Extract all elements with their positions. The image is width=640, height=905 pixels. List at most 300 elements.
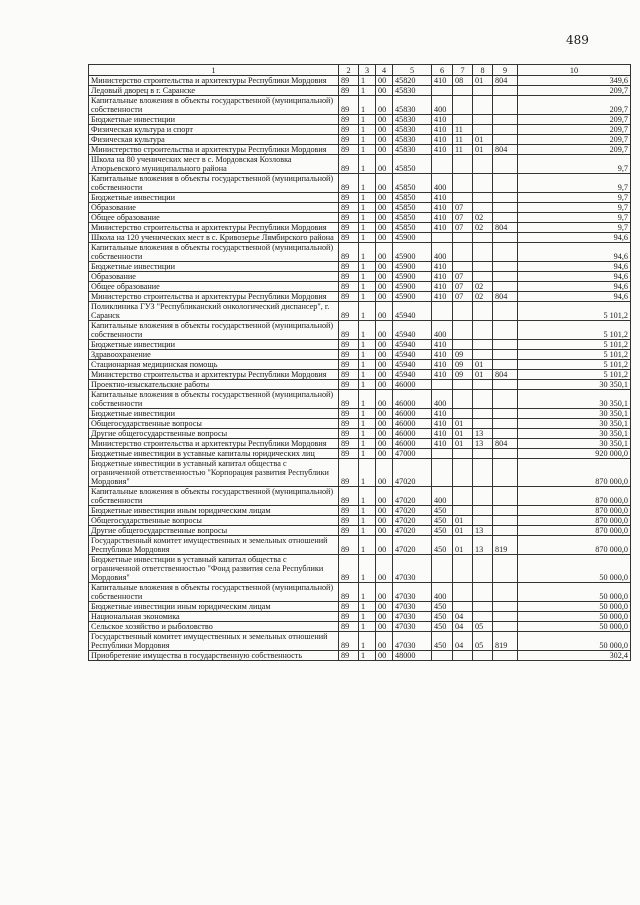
page-number: 489: [566, 33, 589, 47]
code-cell: 400: [432, 243, 453, 262]
code-cell: 00: [376, 115, 393, 125]
code-cell: 00: [376, 145, 393, 155]
code-cell: 89: [339, 449, 359, 459]
code-cell: 01: [473, 135, 493, 145]
code-cell: 1: [359, 340, 376, 350]
code-cell: [453, 302, 473, 321]
code-cell: 45830: [393, 96, 432, 115]
code-cell: 89: [339, 429, 359, 439]
code-cell: [493, 321, 518, 340]
code-cell: 1: [359, 409, 376, 419]
header-cell: 8: [473, 65, 493, 76]
code-cell: 89: [339, 302, 359, 321]
code-cell: [493, 526, 518, 536]
code-cell: [473, 272, 493, 282]
amount-cell: 9,7: [518, 155, 631, 174]
row-name: Капитальные вложения в объекты государственной (муниципальной) собственности: [89, 321, 339, 340]
code-cell: 13: [473, 536, 493, 555]
code-cell: 450: [432, 506, 453, 516]
code-cell: [432, 302, 453, 321]
code-cell: [453, 583, 473, 602]
code-cell: 09: [453, 360, 473, 370]
code-cell: 00: [376, 262, 393, 272]
code-cell: [473, 419, 493, 429]
table-row: [89, 115, 631, 125]
code-cell: 1: [359, 292, 376, 302]
code-cell: [473, 302, 493, 321]
code-cell: 00: [376, 583, 393, 602]
code-cell: 1: [359, 193, 376, 203]
code-cell: [493, 602, 518, 612]
budget-table: [88, 64, 631, 661]
code-cell: 1: [359, 174, 376, 193]
code-cell: 1: [359, 86, 376, 96]
code-cell: 11: [453, 125, 473, 135]
code-cell: [473, 203, 493, 213]
code-cell: [453, 380, 473, 390]
table-row: [89, 302, 631, 321]
code-cell: 00: [376, 370, 393, 380]
code-cell: [473, 651, 493, 661]
code-cell: [473, 321, 493, 340]
code-cell: 01: [473, 145, 493, 155]
header-cell: 4: [376, 65, 393, 76]
code-cell: 89: [339, 86, 359, 96]
code-cell: [493, 459, 518, 487]
code-cell: 00: [376, 302, 393, 321]
code-cell: 04: [453, 612, 473, 622]
code-cell: 00: [376, 506, 393, 516]
table-row: [89, 449, 631, 459]
code-cell: 02: [473, 213, 493, 223]
code-cell: 46000: [393, 390, 432, 409]
code-cell: 11: [453, 135, 473, 145]
code-cell: [432, 86, 453, 96]
code-cell: 450: [432, 526, 453, 536]
amount-cell: 209,7: [518, 86, 631, 96]
table-row: [89, 390, 631, 409]
code-cell: 00: [376, 602, 393, 612]
code-cell: 410: [432, 193, 453, 203]
code-cell: [432, 459, 453, 487]
table-row: [89, 86, 631, 96]
amount-cell: 94,6: [518, 282, 631, 292]
code-cell: [453, 174, 473, 193]
code-cell: 45820: [393, 76, 432, 86]
code-cell: 00: [376, 96, 393, 115]
amount-cell: 209,7: [518, 135, 631, 145]
table-row: [89, 155, 631, 174]
code-cell: 450: [432, 536, 453, 555]
code-cell: [453, 262, 473, 272]
code-cell: 46000: [393, 409, 432, 419]
header-cell: 9: [493, 65, 518, 76]
row-name: Министерство строительства и архитектуры Республики Мордовия: [89, 76, 339, 86]
code-cell: [453, 602, 473, 612]
code-cell: [473, 243, 493, 262]
code-cell: [493, 409, 518, 419]
table-row: [89, 243, 631, 262]
code-cell: 450: [432, 632, 453, 651]
row-name: Общегосударственные вопросы: [89, 419, 339, 429]
code-cell: 804: [493, 370, 518, 380]
code-cell: 45850: [393, 174, 432, 193]
code-cell: 04: [453, 632, 473, 651]
code-cell: 450: [432, 602, 453, 612]
code-cell: 45830: [393, 135, 432, 145]
code-cell: 1: [359, 243, 376, 262]
code-cell: 1: [359, 439, 376, 449]
code-cell: 1: [359, 360, 376, 370]
table-row: [89, 213, 631, 223]
code-cell: [493, 282, 518, 292]
code-cell: 89: [339, 360, 359, 370]
code-cell: 47030: [393, 622, 432, 632]
code-cell: [493, 243, 518, 262]
code-cell: [493, 86, 518, 96]
amount-cell: 870 000,0: [518, 536, 631, 555]
code-cell: 89: [339, 155, 359, 174]
code-cell: 1: [359, 602, 376, 612]
code-cell: [453, 115, 473, 125]
code-cell: 02: [473, 223, 493, 233]
row-name: Капитальные вложения в объекты государственной (муниципальной) собственности: [89, 243, 339, 262]
code-cell: 89: [339, 555, 359, 583]
code-cell: 45850: [393, 213, 432, 223]
amount-cell: 50 000,0: [518, 622, 631, 632]
amount-cell: 870 000,0: [518, 459, 631, 487]
row-name: Бюджетные инвестиции иным юридическим лицам: [89, 602, 339, 612]
code-cell: [473, 409, 493, 419]
code-cell: [493, 506, 518, 516]
code-cell: 45940: [393, 370, 432, 380]
table-row: [89, 409, 631, 419]
code-cell: [493, 622, 518, 632]
table-row: [89, 487, 631, 506]
amount-cell: 209,7: [518, 125, 631, 135]
code-cell: 00: [376, 380, 393, 390]
code-cell: 1: [359, 302, 376, 321]
row-name: Капитальные вложения в объекты государственной (муниципальной) собственности: [89, 583, 339, 602]
code-cell: [473, 350, 493, 360]
table-row: [89, 651, 631, 661]
code-cell: 450: [432, 622, 453, 632]
amount-cell: 94,6: [518, 243, 631, 262]
code-cell: 400: [432, 96, 453, 115]
code-cell: 46000: [393, 419, 432, 429]
code-cell: 47020: [393, 526, 432, 536]
row-name: Министерство строительства и архитектуры Республики Мордовия: [89, 145, 339, 155]
code-cell: 410: [432, 419, 453, 429]
code-cell: 1: [359, 390, 376, 409]
code-cell: [473, 487, 493, 506]
amount-cell: 50 000,0: [518, 612, 631, 622]
row-name: Бюджетные инвестиции в уставные капиталы юридических лиц: [89, 449, 339, 459]
code-cell: 1: [359, 622, 376, 632]
code-cell: 89: [339, 536, 359, 555]
code-cell: 00: [376, 536, 393, 555]
code-cell: [432, 555, 453, 583]
table-row: [89, 419, 631, 429]
code-cell: 410: [432, 439, 453, 449]
code-cell: [473, 506, 493, 516]
amount-cell: 5 101,2: [518, 321, 631, 340]
code-cell: 1: [359, 506, 376, 516]
code-cell: 09: [453, 350, 473, 360]
code-cell: 1: [359, 419, 376, 429]
code-cell: [453, 155, 473, 174]
code-cell: 89: [339, 516, 359, 526]
code-cell: 11: [453, 145, 473, 155]
code-cell: 00: [376, 526, 393, 536]
code-cell: 00: [376, 449, 393, 459]
code-cell: [493, 203, 518, 213]
code-cell: 410: [432, 135, 453, 145]
amount-cell: 302,4: [518, 651, 631, 661]
code-cell: 01: [453, 439, 473, 449]
code-cell: 1: [359, 536, 376, 555]
table-row: [89, 193, 631, 203]
code-cell: 45850: [393, 193, 432, 203]
code-cell: [473, 193, 493, 203]
table-row: [89, 370, 631, 380]
code-cell: 89: [339, 282, 359, 292]
code-cell: 00: [376, 86, 393, 96]
code-cell: 89: [339, 321, 359, 340]
code-cell: 00: [376, 516, 393, 526]
row-name: Стационарная медицинская помощь: [89, 360, 339, 370]
code-cell: 410: [432, 429, 453, 439]
table-row: [89, 76, 631, 86]
code-cell: 45830: [393, 125, 432, 135]
code-cell: 89: [339, 96, 359, 115]
table-body: [89, 76, 631, 661]
code-cell: 47030: [393, 602, 432, 612]
amount-cell: 209,7: [518, 145, 631, 155]
table-row: [89, 96, 631, 115]
code-cell: [493, 651, 518, 661]
code-cell: [453, 340, 473, 350]
code-cell: [473, 380, 493, 390]
amount-cell: 30 350,1: [518, 439, 631, 449]
code-cell: [453, 449, 473, 459]
code-cell: [453, 390, 473, 409]
code-cell: [473, 262, 493, 272]
header-cell: 3: [359, 65, 376, 76]
code-cell: [493, 555, 518, 583]
code-cell: 1: [359, 380, 376, 390]
table-row: [89, 340, 631, 350]
code-cell: 804: [493, 439, 518, 449]
amount-cell: 30 350,1: [518, 380, 631, 390]
code-cell: 07: [453, 272, 473, 282]
code-cell: [473, 555, 493, 583]
row-name: Капитальные вложения в объекты государственной (муниципальной) собственности: [89, 96, 339, 115]
code-cell: 47020: [393, 536, 432, 555]
amount-cell: 50 000,0: [518, 583, 631, 602]
code-cell: 89: [339, 272, 359, 282]
code-cell: 00: [376, 135, 393, 145]
row-name: Поликлиника ГУЗ "Республиканский онкологический диспансер", г. Саранск: [89, 302, 339, 321]
table-row: [89, 429, 631, 439]
code-cell: [493, 429, 518, 439]
code-cell: 45900: [393, 282, 432, 292]
code-cell: 89: [339, 145, 359, 155]
code-cell: [493, 302, 518, 321]
code-cell: [473, 602, 493, 612]
code-cell: 1: [359, 429, 376, 439]
code-cell: 07: [453, 223, 473, 233]
code-cell: 00: [376, 487, 393, 506]
code-cell: 45850: [393, 155, 432, 174]
code-cell: 47030: [393, 555, 432, 583]
code-cell: 89: [339, 612, 359, 622]
code-cell: [493, 213, 518, 223]
code-cell: 1: [359, 135, 376, 145]
amount-cell: 9,7: [518, 193, 631, 203]
code-cell: 00: [376, 321, 393, 340]
header-cell: 6: [432, 65, 453, 76]
code-cell: 89: [339, 135, 359, 145]
amount-cell: 5 101,2: [518, 340, 631, 350]
code-cell: 48000: [393, 651, 432, 661]
code-cell: 13: [473, 526, 493, 536]
code-cell: [493, 135, 518, 145]
code-cell: 400: [432, 390, 453, 409]
code-cell: 804: [493, 223, 518, 233]
code-cell: 89: [339, 243, 359, 262]
amount-cell: 9,7: [518, 223, 631, 233]
header-cell: 2: [339, 65, 359, 76]
code-cell: 89: [339, 390, 359, 409]
code-cell: 89: [339, 292, 359, 302]
row-name: Государственный комитет имущественных и земельных отношений Республики Мордовия: [89, 536, 339, 555]
table-row: [89, 516, 631, 526]
code-cell: 89: [339, 262, 359, 272]
code-cell: 07: [453, 282, 473, 292]
code-cell: 1: [359, 350, 376, 360]
code-cell: [473, 233, 493, 243]
code-cell: 45830: [393, 145, 432, 155]
code-cell: 45900: [393, 233, 432, 243]
amount-cell: 50 000,0: [518, 632, 631, 651]
code-cell: 89: [339, 223, 359, 233]
code-cell: [473, 86, 493, 96]
code-cell: 01: [473, 370, 493, 380]
row-name: Общее образование: [89, 213, 339, 223]
code-cell: 410: [432, 272, 453, 282]
code-cell: 89: [339, 409, 359, 419]
code-cell: 89: [339, 651, 359, 661]
code-cell: 450: [432, 612, 453, 622]
code-cell: [493, 516, 518, 526]
amount-cell: 5 101,2: [518, 370, 631, 380]
row-name: Капитальные вложения в объекты государственной (муниципальной) собственности: [89, 487, 339, 506]
code-cell: 45900: [393, 272, 432, 282]
code-cell: 02: [473, 282, 493, 292]
row-name: Образование: [89, 272, 339, 282]
amount-cell: 30 350,1: [518, 390, 631, 409]
code-cell: [473, 174, 493, 193]
row-name: Национальная экономика: [89, 612, 339, 622]
row-name: Образование: [89, 203, 339, 213]
code-cell: 89: [339, 439, 359, 449]
header-cell: 7: [453, 65, 473, 76]
code-cell: [493, 350, 518, 360]
code-cell: [493, 155, 518, 174]
code-cell: 45830: [393, 115, 432, 125]
amount-cell: 94,6: [518, 262, 631, 272]
code-cell: 410: [432, 350, 453, 360]
code-cell: [473, 390, 493, 409]
code-cell: 01: [473, 360, 493, 370]
code-cell: [493, 390, 518, 409]
code-cell: [493, 583, 518, 602]
code-cell: 08: [453, 76, 473, 86]
code-cell: 89: [339, 125, 359, 135]
code-cell: 47000: [393, 449, 432, 459]
table-row: [89, 536, 631, 555]
code-cell: 45830: [393, 86, 432, 96]
code-cell: 45850: [393, 203, 432, 213]
table-row: [89, 350, 631, 360]
code-cell: [453, 409, 473, 419]
code-cell: 89: [339, 193, 359, 203]
code-cell: 00: [376, 340, 393, 350]
code-cell: 07: [453, 213, 473, 223]
row-name: Бюджетные инвестиции в уставный капитал общества с ограниченной ответственностью "Корпорация развития Республики Мордовия": [89, 459, 339, 487]
code-cell: 45940: [393, 350, 432, 360]
code-cell: 89: [339, 76, 359, 86]
code-cell: [493, 340, 518, 350]
code-cell: 00: [376, 125, 393, 135]
code-cell: 01: [473, 76, 493, 86]
code-cell: 47030: [393, 612, 432, 622]
code-cell: [493, 96, 518, 115]
code-cell: 45900: [393, 292, 432, 302]
code-cell: [493, 174, 518, 193]
row-name: Бюджетные инвестиции в уставный капитал общества с ограниченной ответственностью "Фонд развития села Республики Мордовия": [89, 555, 339, 583]
code-cell: [432, 380, 453, 390]
code-cell: 1: [359, 370, 376, 380]
code-cell: 89: [339, 487, 359, 506]
row-name: Здравоохранение: [89, 350, 339, 360]
code-cell: 00: [376, 282, 393, 292]
code-cell: 410: [432, 203, 453, 213]
row-name: Министерство строительства и архитектуры Республики Мордовия: [89, 439, 339, 449]
code-cell: 89: [339, 622, 359, 632]
code-cell: 00: [376, 419, 393, 429]
code-cell: 804: [493, 292, 518, 302]
row-name: Капитальные вложения в объекты государственной (муниципальной) собственности: [89, 390, 339, 409]
code-cell: 01: [453, 516, 473, 526]
table-row: [89, 506, 631, 516]
amount-cell: 94,6: [518, 292, 631, 302]
code-cell: 89: [339, 380, 359, 390]
code-cell: 410: [432, 292, 453, 302]
code-cell: [493, 612, 518, 622]
amount-cell: 9,7: [518, 203, 631, 213]
code-cell: [493, 380, 518, 390]
code-cell: 45900: [393, 262, 432, 272]
row-name: Другие общегосударственные вопросы: [89, 429, 339, 439]
code-cell: [453, 487, 473, 506]
table-row: [89, 612, 631, 622]
code-cell: 00: [376, 223, 393, 233]
table-row: [89, 555, 631, 583]
table-row: [89, 135, 631, 145]
row-name: Бюджетные инвестиции: [89, 409, 339, 419]
